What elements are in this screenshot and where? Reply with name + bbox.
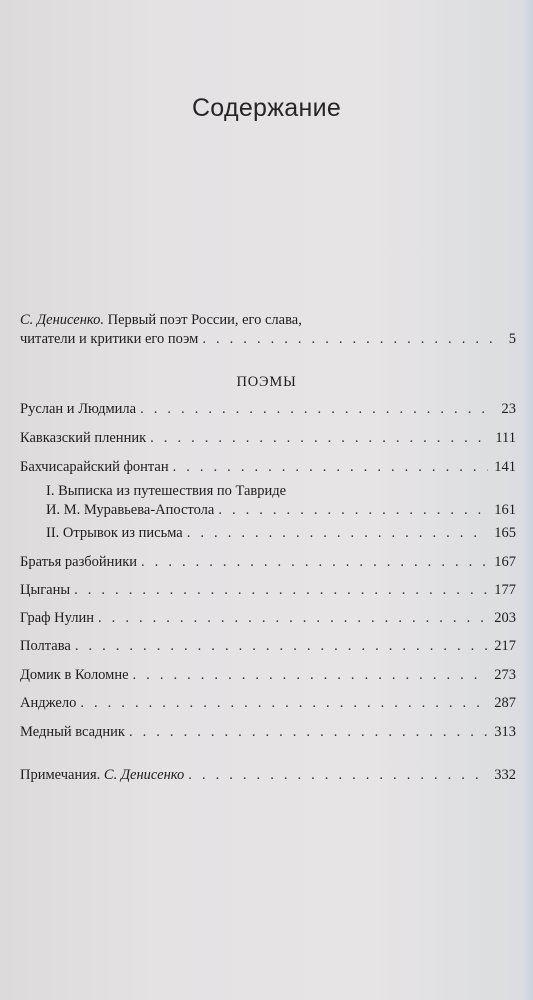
notes-title: Примечания.	[20, 767, 104, 783]
dot-leader	[74, 581, 488, 600]
page-number: 165	[494, 525, 516, 541]
page-number: 313	[494, 724, 516, 740]
toc-entry	[20, 637, 516, 656]
toc-entry	[20, 609, 516, 628]
page-number: 167	[494, 554, 516, 570]
toc-subentry	[46, 482, 516, 520]
dot-leader	[140, 400, 495, 419]
toc-entry	[20, 458, 516, 477]
page-number: 287	[494, 695, 516, 711]
subentry-title-line2: И. М. Муравьева-Апостола	[46, 502, 215, 518]
toc-subentry	[46, 524, 516, 543]
entry-title: Братья разбойники	[20, 554, 138, 570]
entry-title: Бахчисарайский фонтан	[20, 459, 169, 475]
page-number: 203	[494, 610, 516, 626]
page-number: 161	[494, 502, 516, 518]
dot-leader	[75, 637, 488, 656]
dot-leader	[80, 694, 488, 713]
entry-title: Граф Нулин	[20, 610, 95, 626]
dot-leader	[188, 766, 488, 785]
toc-entry	[20, 429, 516, 448]
entry-title: Цыганы	[20, 582, 71, 598]
toc-entry	[20, 666, 516, 685]
page-number: 141	[494, 459, 516, 475]
toc-entry-intro	[20, 311, 516, 349]
entry-title: Домик в Коломне	[20, 667, 129, 683]
section-heading: ПОЭМЫ	[236, 374, 297, 390]
page-number: 273	[494, 667, 516, 683]
toc-entry	[20, 694, 516, 713]
page-number: 217	[494, 638, 516, 654]
entry-title: Кавказский пленник	[20, 430, 147, 446]
dot-leader	[129, 723, 488, 742]
subentry-title-line1: I. Выписка из путешествия по Тавриде	[46, 483, 287, 499]
toc-entry	[20, 400, 516, 419]
subentry-title: II. Отрывок из письма	[46, 525, 183, 541]
intro-author: С. Денисенко.	[20, 312, 105, 328]
page-number: 23	[501, 401, 516, 417]
dot-leader	[173, 458, 489, 477]
page-number: 111	[495, 430, 516, 446]
entry-title: Руслан и Людмила	[20, 401, 137, 417]
page-number: 5	[508, 331, 516, 347]
toc-entry	[20, 723, 516, 742]
toc-entry	[20, 553, 516, 572]
dot-leader	[98, 609, 488, 628]
page-number: 332	[494, 767, 516, 783]
dot-leader	[133, 666, 489, 685]
entry-title: Полтава	[20, 638, 71, 654]
intro-title-line1: Первый поэт России, его слава,	[104, 312, 302, 328]
dot-leader	[218, 501, 488, 520]
toc-entry	[20, 581, 516, 600]
page-number: 177	[494, 582, 516, 598]
page-edge	[523, 0, 533, 1000]
dot-leader	[141, 553, 488, 572]
intro-title-line2: читатели и критики его поэм	[20, 331, 199, 347]
dot-leader	[187, 524, 489, 543]
notes-author: С. Денисенко	[103, 767, 185, 783]
dot-leader	[202, 330, 502, 349]
toc-entry-notes	[20, 766, 516, 785]
entry-title: Анджело	[20, 695, 77, 711]
entry-title: Медный всадник	[20, 724, 125, 740]
page-title: Содержание	[191, 94, 342, 122]
dot-leader	[150, 429, 489, 448]
